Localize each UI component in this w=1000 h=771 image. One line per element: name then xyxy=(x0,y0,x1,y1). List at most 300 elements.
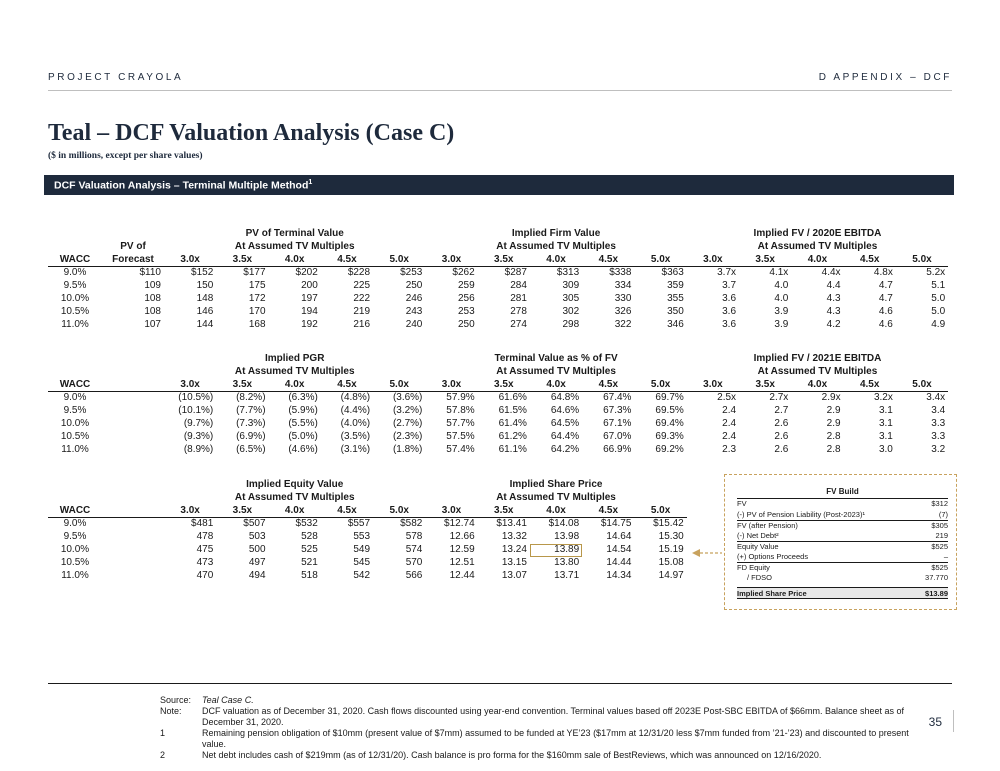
group-title: Implied Share Price xyxy=(509,479,603,490)
table-cell: 497 xyxy=(248,556,266,568)
table-cell: (6.3%) xyxy=(288,392,318,404)
group-title: Implied Equity Value xyxy=(246,479,344,490)
multiple-header: 3.5x xyxy=(216,254,268,267)
multiple-header: 5.0x xyxy=(634,254,686,267)
source-note xyxy=(160,695,920,706)
table-cell: 13.24 xyxy=(501,543,527,555)
table-cell: 2.4 xyxy=(722,430,737,442)
banner-footnote-ref: 1 xyxy=(308,179,313,186)
header-divider xyxy=(48,90,952,91)
table-cell: 5.0 xyxy=(931,292,946,304)
group-subtitle-row xyxy=(48,366,948,379)
table-cell: 2.5x xyxy=(717,392,737,404)
table-cell: 553 xyxy=(353,531,371,543)
table-cell: 3.9 xyxy=(774,305,789,317)
empty-cell xyxy=(48,353,102,366)
fv-build-value: $305 xyxy=(931,521,948,530)
table-cell: 200 xyxy=(301,280,318,292)
footnote-2-text: Net debt includes cash of $219mm (as of 12/31/20). Cash balance is pro forma for the $160mm sale of BestReviews, which was announced on 12/16/2020. xyxy=(202,750,822,760)
empty-cell xyxy=(102,431,164,444)
table-cell: $14.08 xyxy=(548,518,580,530)
table-cell: 525 xyxy=(301,543,318,555)
wacc-header: WACC xyxy=(48,379,102,392)
table-cell: 64.2% xyxy=(550,443,580,455)
table-block-2 xyxy=(48,353,948,456)
table-cell: 3.4 xyxy=(931,405,946,417)
table-cell: 57.5% xyxy=(446,430,475,442)
multiple-header: 5.0x xyxy=(373,254,425,267)
table-cell: 542 xyxy=(353,569,371,581)
source-label: Source: xyxy=(160,695,192,705)
table-cell: (3.2%) xyxy=(392,405,423,417)
table-cell: 2.6 xyxy=(774,443,789,455)
fv-build-row xyxy=(737,531,948,542)
table-cell: 4.3 xyxy=(826,292,841,304)
table-cell: $557 xyxy=(347,518,371,530)
table-cell: 3.1 xyxy=(878,430,893,442)
table-cell: 2.9 xyxy=(826,405,841,417)
table-cell: (8.9%) xyxy=(183,443,214,455)
column-header-row xyxy=(48,254,948,267)
empty-cell xyxy=(102,531,164,544)
table-cell: (5.0%) xyxy=(288,430,318,442)
multiple-header: 5.0x xyxy=(896,254,948,267)
table-cell: (4.8%) xyxy=(340,392,371,404)
empty-cell xyxy=(102,544,164,557)
table-cell: 14.97 xyxy=(658,569,684,581)
table-cell: 3.1 xyxy=(878,417,893,429)
table-cell: 350 xyxy=(667,305,684,317)
multiple-header: 4.5x xyxy=(321,379,373,392)
table-cell: 67.0% xyxy=(603,430,632,442)
group-title: Implied FV / 2021E EBITDA xyxy=(753,353,882,364)
table-cell: 69.3% xyxy=(655,430,684,442)
table-cell: 298 xyxy=(562,318,580,330)
table-cell: 61.1% xyxy=(498,443,527,455)
column-header-row xyxy=(48,379,948,392)
table-cell: 355 xyxy=(667,292,684,304)
table-cell: 346 xyxy=(667,318,684,330)
table-cell: 250 xyxy=(457,318,475,330)
wacc-value: 9.0% xyxy=(63,267,87,279)
table-cell: 13.32 xyxy=(501,531,527,543)
table-cell: 4.7 xyxy=(878,280,893,292)
table-cell: 570 xyxy=(405,556,423,568)
fv-build-label: (-) PV of Pension Liability (Post-2023)¹ xyxy=(737,509,865,519)
table-cell: 3.9 xyxy=(774,318,789,330)
table-cell: 2.8 xyxy=(826,430,841,442)
table-cell: 69.2% xyxy=(655,443,684,455)
table-cell: 281 xyxy=(510,292,527,304)
table-cell: 61.2% xyxy=(498,430,527,442)
table-cell: 69.5% xyxy=(655,405,684,417)
group-subtitle: At Assumed TV Multiples xyxy=(757,240,878,252)
table-cell: 12.51 xyxy=(449,556,475,568)
table-cell: (8.2%) xyxy=(236,392,266,404)
table-cell: 302 xyxy=(562,305,580,317)
table-cell: (2.7%) xyxy=(392,417,423,429)
table-row xyxy=(48,306,948,319)
multiple-header: 4.5x xyxy=(582,254,634,267)
table-cell: (3.6%) xyxy=(392,392,423,404)
multiple-header: 4.5x xyxy=(844,379,896,392)
wacc-header: WACC xyxy=(48,254,102,267)
table-row xyxy=(48,267,948,280)
fv-build-label: FD Equity xyxy=(737,563,770,572)
fv-build-callout xyxy=(724,474,957,610)
table-cell: 194 xyxy=(301,305,318,317)
table-cell: 3.7x xyxy=(717,267,737,279)
arrow-left-icon xyxy=(692,548,722,558)
group-subtitle: At Assumed TV Multiples xyxy=(234,491,355,503)
table-cell: 305 xyxy=(562,292,580,304)
empty-cell xyxy=(102,518,164,531)
table-cell: 57.8% xyxy=(446,405,475,417)
table-cell: (2.3%) xyxy=(392,430,423,442)
table-cell: (1.8%) xyxy=(392,443,423,455)
fv-build-value: (7) xyxy=(938,509,948,519)
table-cell: (6.5%) xyxy=(236,443,266,455)
table-cell: (4.6%) xyxy=(288,443,318,455)
wacc-header: WACC xyxy=(48,505,102,518)
table-cell: 13.98 xyxy=(554,531,580,543)
table-cell: 3.7 xyxy=(722,280,737,292)
table-cell: 5.1 xyxy=(931,280,946,292)
table-cell: 64.5% xyxy=(550,417,580,429)
table-cell: 5.2x xyxy=(926,267,946,279)
fv-build-label: (+) Options Proceeds xyxy=(737,551,809,561)
table-cell: 225 xyxy=(353,280,371,292)
group-title: Implied FV / 2020E EBITDA xyxy=(753,228,882,239)
table-cell: 172 xyxy=(248,292,266,304)
table-cell: 500 xyxy=(248,543,266,555)
group-subtitle: At Assumed TV Multiples xyxy=(757,365,878,377)
table-cell: 64.8% xyxy=(550,392,580,404)
table-cell: (10.1%) xyxy=(178,405,214,417)
table-cell: 578 xyxy=(405,531,423,543)
multiple-header: 5.0x xyxy=(634,505,686,518)
table-cell: (4.4%) xyxy=(340,405,371,417)
fv-build-value: 37.770 xyxy=(925,572,948,582)
table-cell: 146 xyxy=(196,305,214,317)
empty-cell xyxy=(102,392,164,405)
table-cell: 3.4x xyxy=(926,392,946,404)
table-cell: 566 xyxy=(405,569,423,581)
wacc-value: 9.5% xyxy=(63,531,87,543)
table-cell: (7.3%) xyxy=(236,417,266,429)
multiple-header: 3.0x xyxy=(687,379,739,392)
table-cell: 61.6% xyxy=(498,392,527,404)
table-cell: 3.6 xyxy=(722,305,737,317)
table-cell: 13.71 xyxy=(554,569,580,581)
table-cell: 4.6 xyxy=(878,318,893,330)
table-cell: 5.0 xyxy=(931,305,946,317)
table-cell: 470 xyxy=(196,569,214,581)
footnote-1-label: 1 xyxy=(160,728,166,738)
table-cell: 3.6 xyxy=(722,292,737,304)
multiple-header: 3.5x xyxy=(739,254,791,267)
table-cell: 4.8x xyxy=(873,267,893,279)
table-cell: 57.9% xyxy=(446,392,475,404)
wacc-value: 9.0% xyxy=(63,518,87,530)
table-cell: (7.7%) xyxy=(236,405,266,417)
table-cell: 170 xyxy=(248,305,266,317)
table-cell: 61.5% xyxy=(498,405,527,417)
multiple-header: 5.0x xyxy=(373,379,425,392)
fv-build-row xyxy=(737,587,948,599)
table-cell: 274 xyxy=(510,318,527,330)
table-cell: $228 xyxy=(347,267,371,279)
table-row xyxy=(48,418,948,431)
note-label: Note: xyxy=(160,706,182,716)
table-cell: 2.9x xyxy=(821,392,841,404)
multiple-header: 3.0x xyxy=(164,505,216,518)
multiple-header: 3.0x xyxy=(425,379,477,392)
banner-text: DCF Valuation Analysis – Terminal Multiple Method xyxy=(54,179,309,192)
wacc-value: 11.0% xyxy=(61,569,89,581)
table-cell: 144 xyxy=(196,318,214,330)
table-cell: 284 xyxy=(510,280,527,292)
fv-build-label: (-) Net Debt² xyxy=(737,530,779,540)
table-cell: 216 xyxy=(353,318,371,330)
table-row xyxy=(48,392,948,405)
table-cell: 250 xyxy=(405,280,423,292)
general-note xyxy=(160,706,920,728)
pv-of-label: PV of xyxy=(120,240,146,252)
wacc-value: 9.5% xyxy=(63,405,87,417)
table-cell: 545 xyxy=(353,556,371,568)
table-cell: 13.89 xyxy=(530,544,582,557)
table-cell: 148 xyxy=(196,292,214,304)
table-cell: 69.4% xyxy=(655,417,684,429)
wacc-value: 11.0% xyxy=(61,318,89,330)
page-title: Teal – DCF Valuation Analysis (Case C) xyxy=(48,120,455,146)
multiple-header: 3.0x xyxy=(164,379,216,392)
table-cell: 243 xyxy=(405,305,423,317)
project-name: PROJECT CRAYOLA xyxy=(48,72,184,83)
table-cell: 197 xyxy=(301,292,318,304)
table-cell: 3.1 xyxy=(878,405,893,417)
wacc-value: 10.0% xyxy=(60,292,90,304)
table-cell: 3.2x xyxy=(873,392,893,404)
empty-cell xyxy=(102,379,164,392)
table-cell: 4.7 xyxy=(878,292,893,304)
wacc-value: 10.5% xyxy=(60,556,90,568)
fv-build-value: 219 xyxy=(935,530,948,540)
group-subtitle: At Assumed TV Multiples xyxy=(496,240,616,252)
table-cell: $253 xyxy=(400,267,423,279)
forecast-value: 108 xyxy=(144,305,161,317)
table-cell: 256 xyxy=(457,292,475,304)
footnote-1-text: Remaining pension obligation of $10mm (present value of $7mm) assumed to be funded at YE’23 ($17mm at 12/31/20 less $7mm funded from ’21-’23) and discounted to present value. xyxy=(202,728,909,749)
table-cell: $481 xyxy=(191,518,214,530)
empty-cell xyxy=(48,241,102,254)
empty-cell xyxy=(102,492,164,505)
fv-build-value: $312 xyxy=(931,499,948,508)
table-cell: 4.2 xyxy=(826,318,841,330)
table-cell: 478 xyxy=(196,531,214,543)
table-cell: 67.3% xyxy=(603,405,632,417)
table-cell: 4.3 xyxy=(826,305,841,317)
wacc-value: 9.0% xyxy=(63,392,87,404)
table-cell: 3.6 xyxy=(722,318,737,330)
fv-build-label: / FDSO xyxy=(747,572,773,582)
fv-build-rows xyxy=(737,499,948,599)
table-cell: 521 xyxy=(301,556,318,568)
table-cell: 253 xyxy=(457,305,475,317)
empty-cell xyxy=(102,353,164,366)
fv-build-label: FV xyxy=(737,499,747,508)
table-cell: 67.4% xyxy=(603,392,632,404)
footnote-2 xyxy=(160,750,920,761)
table-cell: $313 xyxy=(556,267,580,279)
table-cell: 222 xyxy=(353,292,371,304)
table-cell: $338 xyxy=(609,267,632,279)
table-cell: $12.74 xyxy=(444,518,475,530)
table-cell: 503 xyxy=(248,531,266,543)
table-cell: 326 xyxy=(614,305,632,317)
table-cell: 67.1% xyxy=(603,417,632,429)
empty-cell xyxy=(102,228,164,241)
table-cell: 4.9 xyxy=(931,318,946,330)
forecast-header: Forecast xyxy=(102,254,164,267)
wacc-value: 10.5% xyxy=(60,430,90,442)
table-cell: 2.7 xyxy=(774,405,789,417)
table-cell: (3.1%) xyxy=(340,443,371,455)
empty-cell xyxy=(102,418,164,431)
empty-cell xyxy=(48,492,102,505)
group-subtitle: At Assumed TV Multiples xyxy=(496,491,616,503)
table-row xyxy=(48,405,948,418)
page-number-divider xyxy=(953,710,954,732)
table-cell: 475 xyxy=(196,543,214,555)
table-cell: $532 xyxy=(295,518,318,530)
multiple-header: 3.5x xyxy=(216,379,268,392)
group-title: Implied Firm Value xyxy=(511,228,601,239)
fv-build-title: FV Build xyxy=(737,487,948,499)
table-cell: 246 xyxy=(405,292,423,304)
table-cell: 2.8 xyxy=(826,443,841,455)
table-cell: 549 xyxy=(353,543,371,555)
multiple-header: 3.5x xyxy=(739,379,791,392)
table-cell: (5.9%) xyxy=(288,405,318,417)
multiple-header: 4.0x xyxy=(269,379,321,392)
multiple-header: 4.5x xyxy=(844,254,896,267)
multiple-header: 4.0x xyxy=(269,254,321,267)
table-cell: 2.3 xyxy=(722,443,737,455)
table-cell: $13.41 xyxy=(496,518,527,530)
table-cell: $262 xyxy=(452,267,475,279)
group-title-row xyxy=(48,353,948,366)
multiple-header: 4.5x xyxy=(582,379,634,392)
empty-cell xyxy=(48,228,102,241)
table-cell: 13.07 xyxy=(501,569,527,581)
group-subtitle: At Assumed TV Multiples xyxy=(234,365,355,377)
table-cell: $363 xyxy=(661,267,684,279)
forecast-value: 108 xyxy=(144,292,161,304)
forecast-value: $110 xyxy=(139,267,161,279)
table-cell: $582 xyxy=(400,518,423,530)
empty-cell xyxy=(48,479,102,492)
multiple-header: 5.0x xyxy=(896,379,948,392)
table-cell: 2.9 xyxy=(826,417,841,429)
table-cell: 192 xyxy=(301,318,318,330)
group-subtitle-row xyxy=(48,241,948,254)
table-cell: 13.80 xyxy=(554,556,580,568)
table-cell: 259 xyxy=(457,280,475,292)
table-cell: 528 xyxy=(301,531,318,543)
multiple-header: 3.0x xyxy=(425,254,477,267)
multiple-header: 3.0x xyxy=(687,254,739,267)
table-cell: 473 xyxy=(196,556,214,568)
table-cell: 4.4x xyxy=(821,267,841,279)
multiple-header: 4.0x xyxy=(791,254,843,267)
table-cell: 14.44 xyxy=(606,556,632,568)
empty-cell xyxy=(102,505,164,518)
page-subtitle: ($ in millions, except per share values) xyxy=(48,151,203,161)
table-cell: 175 xyxy=(248,280,266,292)
table-cell: 57.4% xyxy=(446,443,475,455)
table-row xyxy=(48,431,948,444)
table-cell: 494 xyxy=(248,569,266,581)
section-banner xyxy=(44,175,954,195)
table-row xyxy=(48,293,948,306)
table-cell: 3.3 xyxy=(931,430,946,442)
table-cell: 64.4% xyxy=(550,430,580,442)
multiple-header: 3.5x xyxy=(478,379,530,392)
table-cell: 69.7% xyxy=(655,392,684,404)
table-cell: 168 xyxy=(248,318,266,330)
footer-divider xyxy=(48,683,952,684)
table-cell: (3.5%) xyxy=(340,430,371,442)
footnote-2-label: 2 xyxy=(160,750,166,760)
table-row xyxy=(48,319,948,332)
group-title-row xyxy=(48,228,948,241)
group-subtitle: At Assumed TV Multiples xyxy=(496,365,616,377)
wacc-value: 11.0% xyxy=(61,443,89,455)
group-title: PV of Terminal Value xyxy=(245,228,344,239)
table-cell: 14.54 xyxy=(606,543,632,555)
fv-build-row xyxy=(737,510,948,521)
forecast-value: 107 xyxy=(144,318,161,330)
table-cell: $202 xyxy=(295,267,318,279)
table-cell: 150 xyxy=(196,280,214,292)
table-row xyxy=(48,444,948,457)
fv-build-row xyxy=(737,562,948,573)
group-title: Terminal Value as % of FV xyxy=(494,353,618,364)
multiple-header: 5.0x xyxy=(634,379,686,392)
table-cell: 12.66 xyxy=(449,531,475,543)
wacc-value: 10.0% xyxy=(60,417,90,429)
table-cell: 574 xyxy=(405,543,423,555)
table-cell: 278 xyxy=(510,305,527,317)
table-cell: (6.9%) xyxy=(236,430,266,442)
table-cell: 2.6 xyxy=(774,417,789,429)
multiple-header: 4.0x xyxy=(530,505,582,518)
fv-build-value: $525 xyxy=(931,542,948,551)
empty-cell xyxy=(48,366,102,379)
multiple-header: 4.0x xyxy=(530,379,582,392)
empty-cell xyxy=(102,444,164,457)
table-cell: 359 xyxy=(667,280,684,292)
table-cell: 4.0 xyxy=(774,292,789,304)
table-cell: $177 xyxy=(243,267,266,279)
table-cell: 15.30 xyxy=(658,531,684,543)
table-cell: 330 xyxy=(614,292,632,304)
table-cell: 334 xyxy=(614,280,632,292)
empty-cell xyxy=(102,405,164,418)
fv-build-box xyxy=(737,487,948,599)
